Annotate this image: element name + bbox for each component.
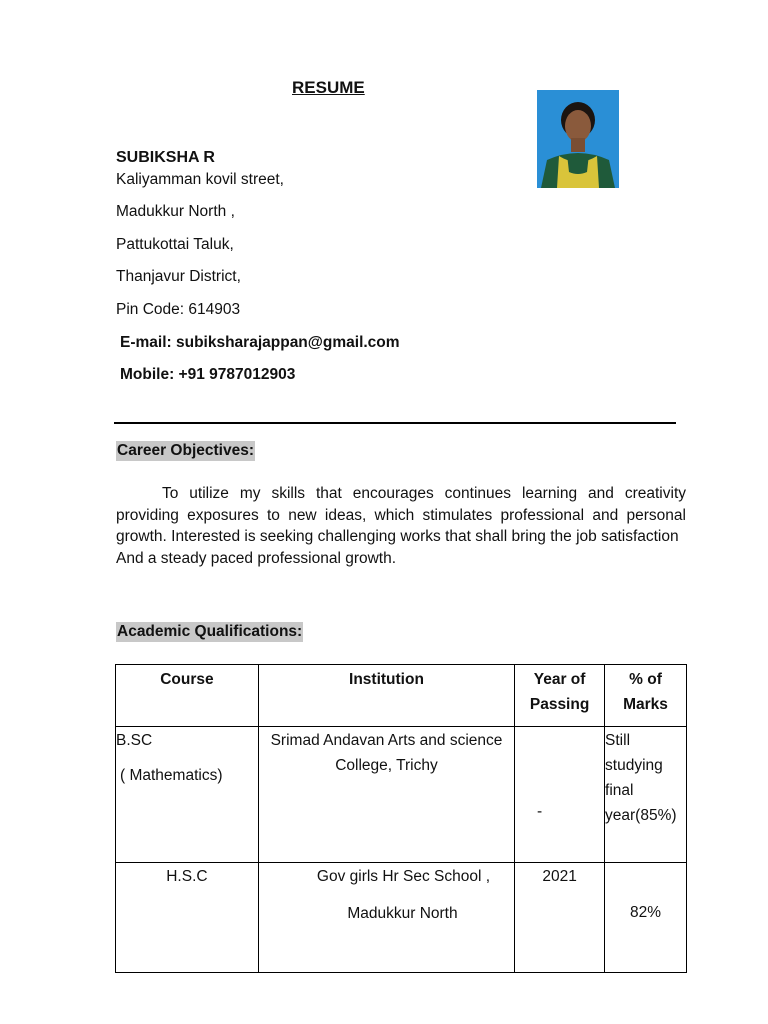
objective-paragraph: To utilize my skills that encourages continues learning and creativity providing exposures to new ideas, which stimulates professional and personal growth. Interested is seeking challenging works that shall bring the job satisfaction [116, 485, 686, 545]
profile-photo [537, 90, 619, 188]
qualifications-table [115, 664, 687, 973]
column-header-year: Year of Passing [515, 665, 605, 727]
candidate-name: SUBIKSHA R [116, 149, 215, 166]
cell-course: H.S.C [116, 863, 259, 973]
address-line: Madukkur North , [116, 203, 235, 220]
academic-qualifications-heading: Academic Qualifications: [117, 623, 303, 640]
cell-marks: Still studying final year(85%) [605, 727, 687, 863]
pin-code: Pin Code: 614903 [116, 301, 241, 318]
profile-photo-image [537, 90, 619, 188]
table-header-row [116, 665, 687, 727]
career-objective-text [116, 483, 686, 569]
cell-year: 2021 [515, 863, 605, 973]
address-line: Kaliyamman kovil street, [116, 171, 284, 188]
address-line: Pattukottai Taluk, [116, 236, 234, 253]
resume-title: RESUME [292, 78, 365, 97]
cell-institution: Gov girls Hr Sec School , Madukkur North [258, 863, 514, 973]
mobile: Mobile: +91 9787012903 [120, 366, 296, 383]
column-header-marks: % of Marks [605, 665, 687, 727]
cell-marks: 82% [605, 863, 687, 973]
objective-line: And a steady paced professional growth. [116, 549, 397, 567]
career-objectives-heading: Career Objectives: [117, 442, 254, 459]
column-header-institution: Institution [258, 665, 514, 727]
address-line: Thanjavur District, [116, 268, 241, 285]
column-header-course: Course [116, 665, 259, 727]
email: E-mail: subiksharajappan@gmail.com [120, 334, 400, 351]
cell-institution: Srimad Andavan Arts and science College, Trichy [258, 727, 514, 863]
cell-course: B.SC ( Mathematics) [116, 727, 259, 863]
table-row [116, 863, 687, 973]
horizontal-divider [114, 422, 676, 424]
cell-year: - [515, 727, 605, 863]
table-row [116, 727, 687, 863]
